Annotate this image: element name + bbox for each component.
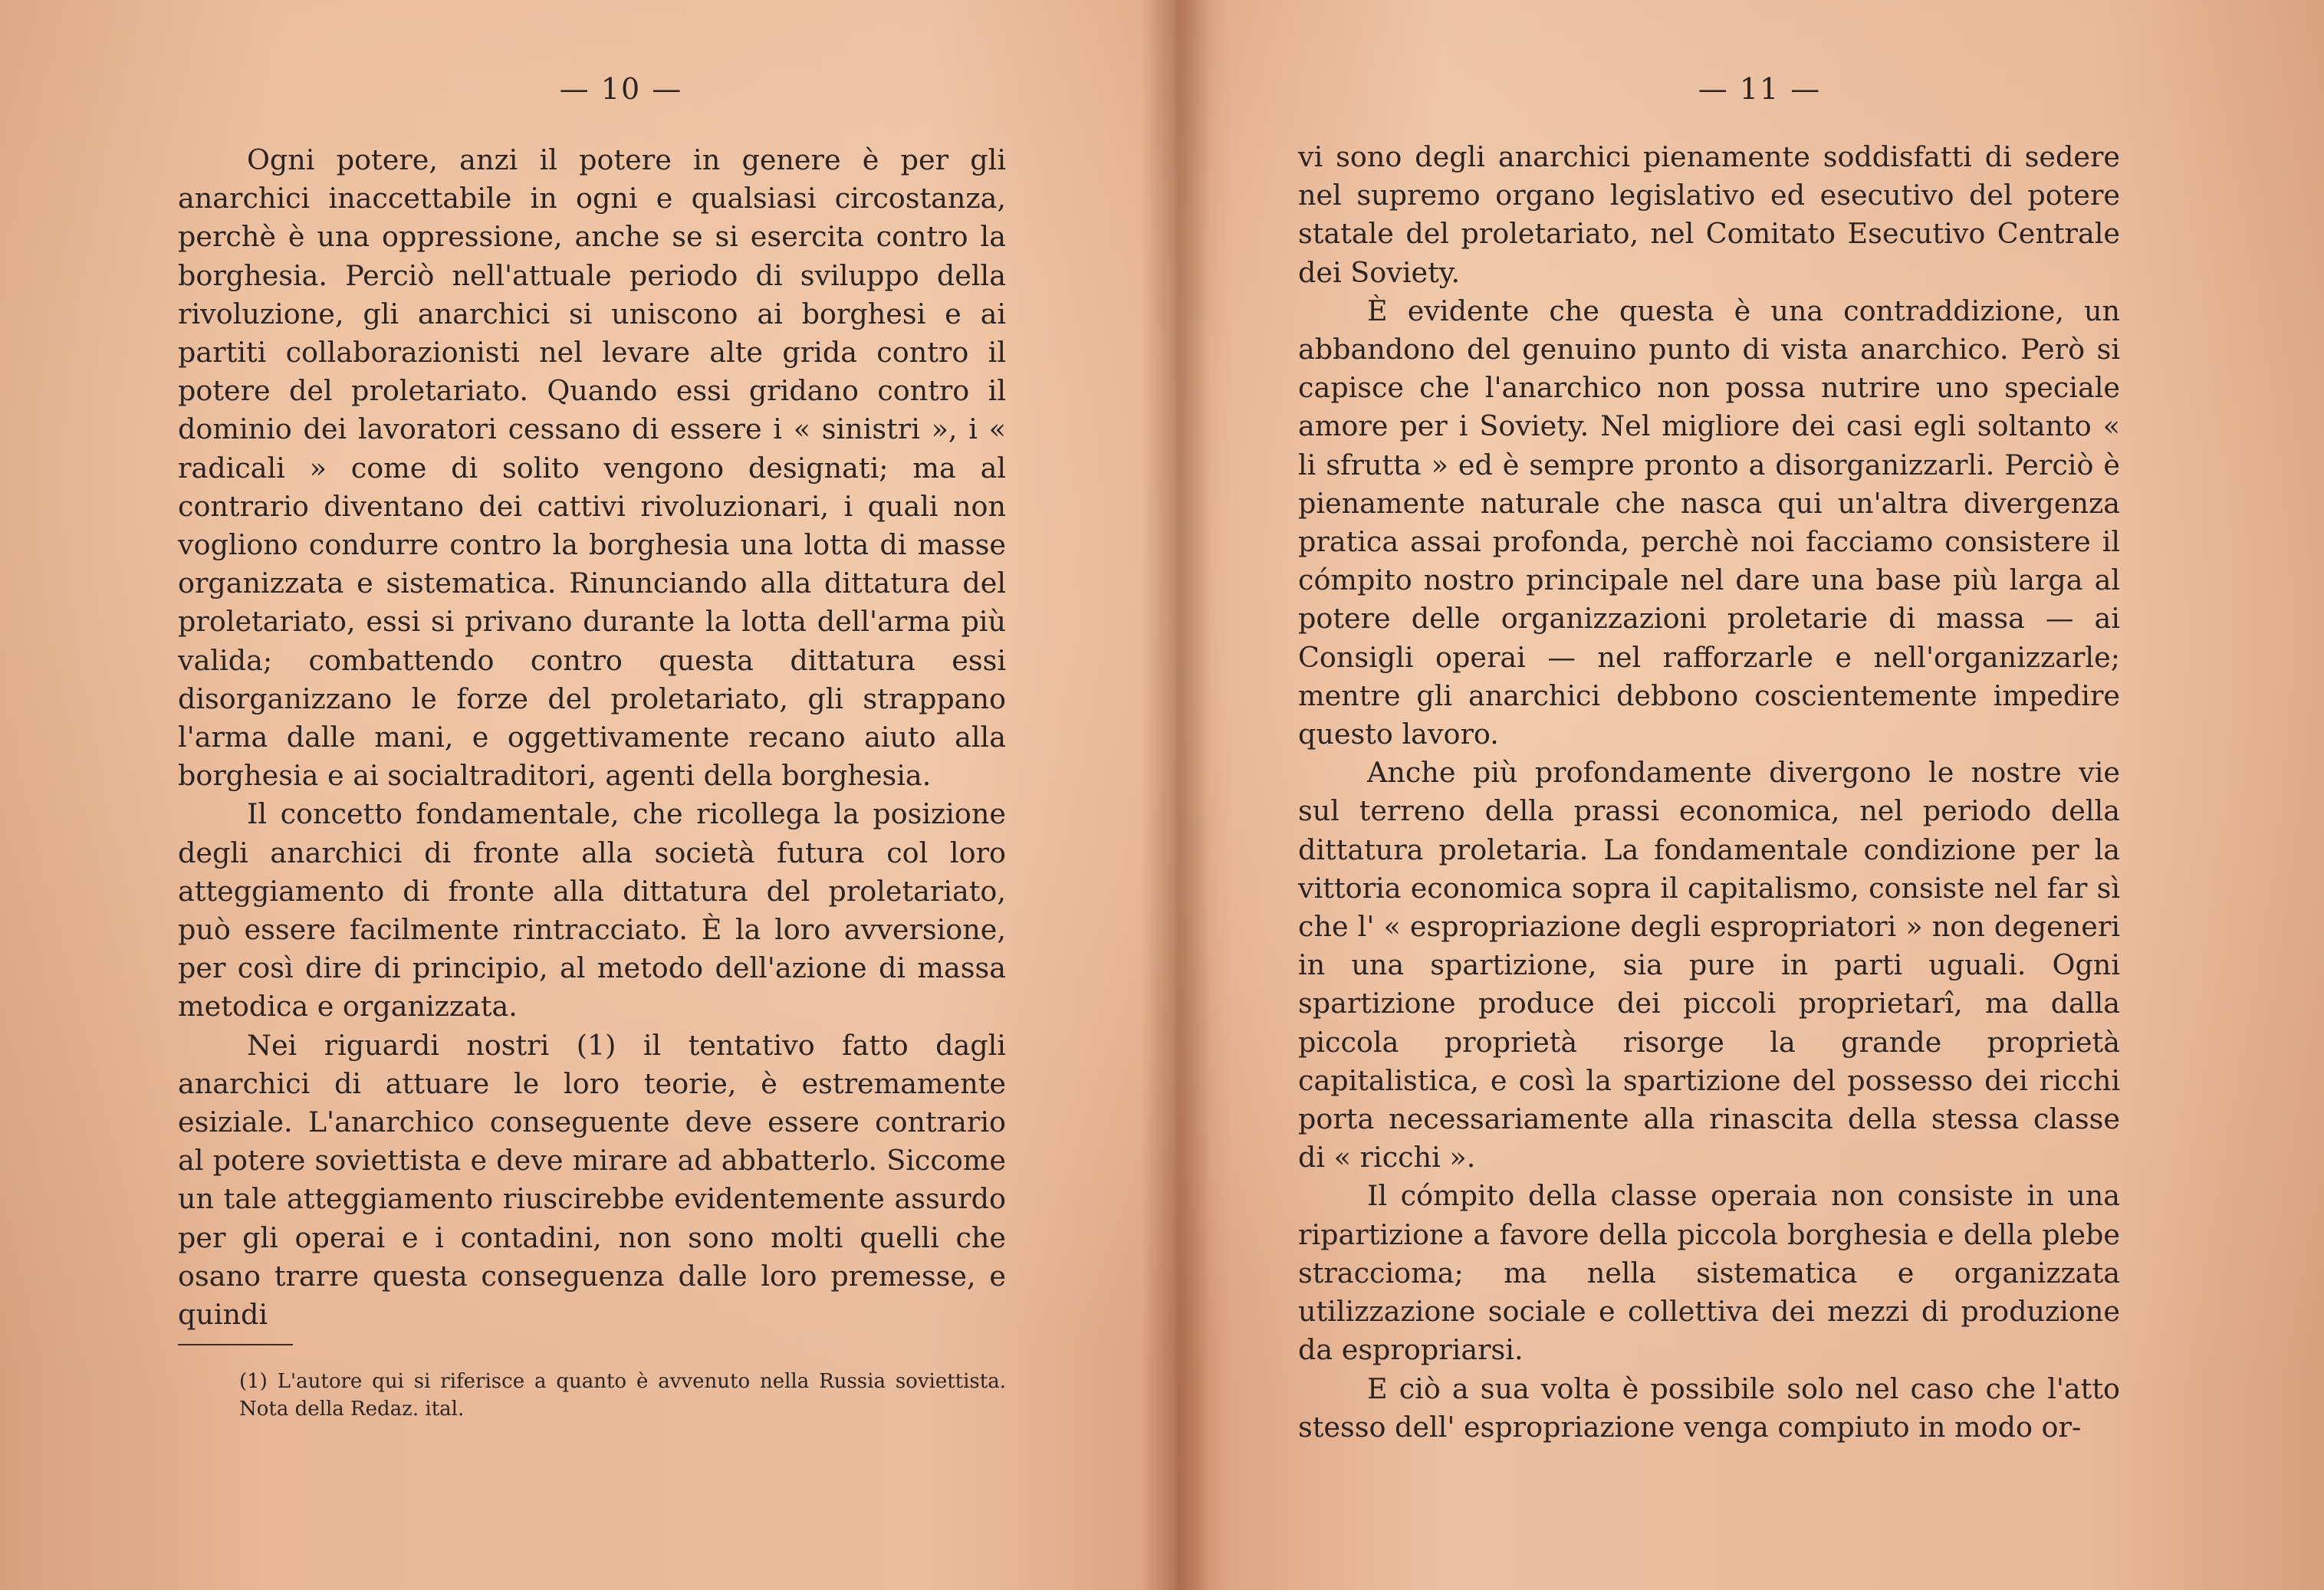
footnote-text: (1) L'autore qui si riferisce a quanto è avvenuto nella Russia soviettista. Nota della Redaz. ital. [239,1370,1006,1421]
paragraph-left-1: Ogni potere, anzi il potere in genere è per gli anarchici inaccettabile in ogni e qualsiasi circostanza, perchè è una oppressione, anche se si esercita contro la borghesia. Perciò nell'attuale periodo di sviluppo della rivoluzione, gli anarchici si uniscono ai borghesi e ai partiti collaborazionisti nel levare alte grida contro il potere del proletariato. Quando essi gridano contro il dominio dei lavoratori cessano di essere i « sinistri », i « radicali » come di solito vengono designati; ma al contrario diventano dei cattivi rivoluzionari, i quali non vogliono condurre contro la borghesia una lotta di masse organizzata e sistematica. Rinunciando alla dittatura del proletariato, essi si privano durante la lotta dell'arma più valida; combattendo contro questa dittatura essi disorganizzano le forze del proletariato, gli strappano l'arma dalle mani, e oggettivamente recano aiuto alla borghesia e ai socialtraditori, agenti della borghesia. [178,143,1006,793]
paragraph-left-3: Nei riguardi nostri (1) il tentativo fatto dagli anarchici di attuare le loro teorie, è estremamente esiziale. L'anarchico conseguente deve essere contrario al potere soviettista e deve mirare ad abbatterlo. Siccome un tale atteggiamento riuscirebbe evidentemente assurdo per gli operai e i contadini, non sono molti quelli che osano trarre questa conseguenza dalle loro premesse, e quindi [178,1028,1006,1332]
page-number-right: — 11 — [1698,72,1822,106]
paragraph-right-1: vi sono degli anarchici pienamente soddisfatti di sedere nel supremo organo legislativo ed esecutivo del potere statale del proletariato, nel Comitato Esecutivo Centrale dei Soviety. [1298,140,2120,289]
right-page [1162,0,2324,1590]
paragraph-right-5: E ciò a sua volta è possibile solo nel caso che l'atto stesso dell' espropriazione venga compiuto in modo or- [1298,1372,2120,1444]
footnote [178,1368,1006,1423]
paragraph-right-2: È evidente che questa è una contraddizione, un abbandono del genuino punto di vista anarchico. Però si capisce che l'anarchico non possa nutrire uno speciale amore per i Soviety. Nel migliore dei casi egli soltanto « li sfrutta » ed è sempre pronto a disorganizzarli. Perciò è pienamente naturale che nasca qui un'altra divergenza pratica assai profonda, perchè noi facciamo consistere il cómpito nostro principale nel dare una base più larga al potere delle organizzazioni proletarie di massa — ai Consigli operai — nel rafforzarle e nell'organizzarle; mentre gli anarchici debbono coscientemente impedire questo lavoro. [1298,294,2120,751]
page-number-left: — 10 — [559,72,683,106]
paragraph-right-3: Anche più profondamente divergono le nostre vie sul terreno della prassi economica, nel periodo della dittatura proletaria. La fondamentale condizione per la vittoria economica sopra il capitalismo, consiste nel far sì che l' « espropriazione degli espropriatori » non degeneri in una spartizione, sia pure in parti uguali. Ogni spartizione produce dei piccoli proprietarî, ma dalla piccola proprietà risorge la grande proprietà capitalistica, e così la spartizione del possesso dei ricchi porta necessariamente alla rinascita della stessa classe di « ricchi ». [1298,756,2120,1174]
left-page-body [178,141,1006,1334]
footnote-rule [178,1344,293,1345]
right-page-body [1298,138,2120,1447]
paragraph-left-2: Il concetto fondamentale, che ricollega la posizione degli anarchici di fronte alla società futura col loro atteggiamento di fronte alla dittatura del proletariato, può essere facilmente rintracciato. È la loro avversione, per così dire di principio, al metodo dell'azione di massa metodica e organizzata. [178,797,1006,1023]
paragraph-right-4: Il cómpito della classe operaia non consiste in una ripartizione a favore della piccola borghesia e della plebe straccioma; ma nella sistematica e organizzata utilizzazione sociale e collettiva dei mezzi di produzione da espropriarsi. [1298,1179,2120,1367]
